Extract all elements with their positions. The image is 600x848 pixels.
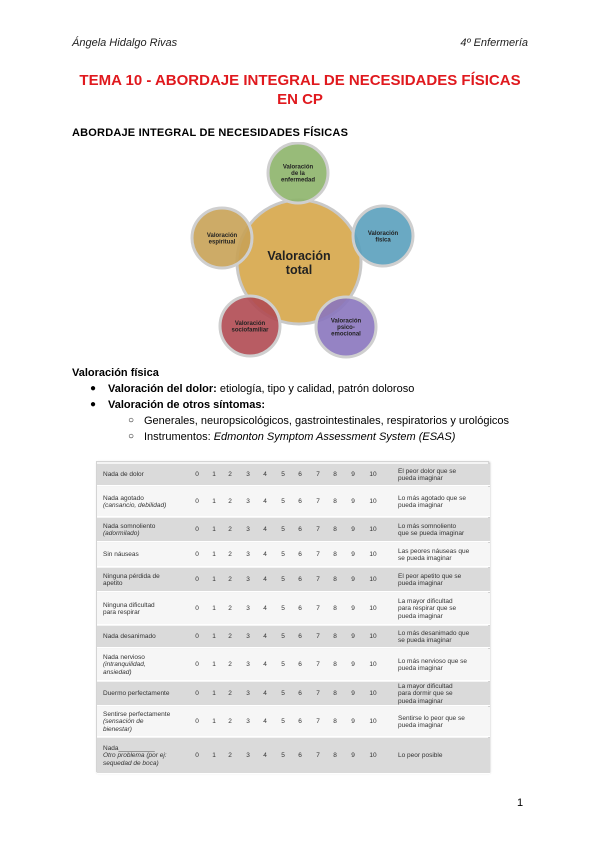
bullet-dot: ●: [90, 383, 97, 394]
esas-right-line: se pueda imaginar: [398, 637, 452, 644]
esas-scale-number: 4: [263, 718, 267, 725]
esas-scale-number: 2: [228, 576, 232, 583]
esas-scale-number: 3: [246, 498, 250, 505]
esas-scale-number: 6: [298, 526, 302, 533]
esas-scale-number: 3: [246, 471, 250, 478]
title-line-1: TEMA 10 - ABORDAJE INTEGRAL DE NECESIDADES FÍSICAS: [79, 72, 521, 89]
esas-row: [97, 568, 490, 592]
esas-scale-number: 1: [212, 690, 216, 697]
esas-right-line: La mayor dificultad: [398, 682, 453, 690]
esas-scale-number: 3: [246, 690, 250, 697]
esas-right-label: [398, 752, 488, 760]
esas-scale-number: 0: [195, 526, 199, 533]
page-title: [60, 71, 540, 109]
esas-right-label: [398, 468, 488, 483]
esas-scale-number: 9: [351, 605, 355, 612]
esas-right-label: [398, 683, 488, 706]
esas-scale-number: 10: [369, 526, 377, 533]
esas-right-line: La mayor dificultad: [398, 597, 453, 605]
esas-scale-number: 6: [298, 718, 302, 725]
esas-scale-number: 7: [316, 661, 320, 668]
esas-right-line: pueda imaginar: [398, 722, 443, 729]
esas-right-label: [398, 715, 488, 730]
esas-scale-number: 5: [281, 690, 285, 697]
esas-left-line-italic: (sensación de: [103, 718, 144, 726]
esas-scale-number: 6: [298, 752, 302, 759]
esas-scale-number: 3: [246, 633, 250, 640]
esas-right-line: Sentirse lo peor que se: [398, 714, 465, 722]
esas-right-line: pueda imaginar: [398, 665, 443, 672]
esas-scale-number: 9: [351, 690, 355, 697]
esas-left-line: Nada agotado: [103, 494, 144, 502]
esas-scale-number: 9: [351, 718, 355, 725]
esas-scale-number: 0: [195, 605, 199, 612]
esas-left-line: Nada de dolor: [103, 471, 144, 479]
esas-scale-number: 2: [228, 605, 232, 612]
esas-scale-number: 8: [333, 471, 337, 478]
esas-left-line-italic: ansiedad): [103, 668, 132, 676]
esas-left-label: [103, 523, 189, 538]
esas-scale-number: 3: [246, 576, 250, 583]
esas-left-label: [103, 573, 189, 588]
instruments-label: Instrumentos:: [144, 431, 214, 443]
esas-right-label: [398, 658, 488, 673]
esas-scale-number: 7: [316, 690, 320, 697]
esas-scale-number: 0: [195, 551, 199, 558]
esas-scale-number: 1: [212, 576, 216, 583]
esas-scale-number: 2: [228, 551, 232, 558]
esas-scale-number: 6: [298, 661, 302, 668]
general-text: Generales, neuropsicológicos, gastrointestinales, respiratorios y urológicos: [144, 415, 510, 427]
esas-scale-number: 3: [246, 718, 250, 725]
node-label-line: Valoración: [206, 232, 238, 239]
esas-scale-number: 8: [333, 718, 337, 725]
esas-left-line: para respirar: [103, 609, 140, 616]
esas-row: [97, 738, 490, 774]
esas-scale-number: 8: [333, 661, 337, 668]
center-label-line: total: [285, 263, 313, 277]
esas-table: [96, 461, 489, 772]
esas-right-line: para respirar que se: [398, 605, 457, 613]
esas-scale-number: 5: [281, 576, 285, 583]
esas-scale-number: 3: [246, 605, 250, 612]
esas-left-line-italic: sequedad de boca): [103, 759, 159, 767]
pain-text: etiología, tipo y calidad, patrón doloroso: [216, 383, 415, 395]
esas-scale-number: 0: [195, 752, 199, 759]
esas-scale-number: 8: [333, 551, 337, 558]
page-number: 1: [517, 797, 524, 809]
esas-left-label: [103, 495, 189, 510]
esas-scale-number: 10: [369, 605, 377, 612]
esas-scale-number: 10: [369, 576, 377, 583]
esas-right-label: [398, 495, 488, 510]
esas-right-line: El peor apetito que se: [398, 572, 462, 580]
esas-left-line: Nada desanimado: [103, 633, 156, 641]
esas-scale-number: 4: [263, 633, 267, 640]
esas-right-line: Las peores náuseas que: [398, 547, 470, 555]
esas-scale-number: 0: [195, 718, 199, 725]
esas-scale-number: 8: [333, 690, 337, 697]
esas-scale-number: 9: [351, 551, 355, 558]
esas-scale-number: 10: [369, 718, 377, 725]
esas-row: [97, 649, 490, 681]
esas-left-line-italic: Otro problema (por ej:: [103, 752, 167, 760]
esas-right-line: pueda imaginar: [398, 502, 443, 509]
esas-right-line: Lo más desanimado que: [398, 629, 470, 637]
esas-scale-number: 8: [333, 752, 337, 759]
bullet-general: [72, 413, 542, 429]
esas-left-line: Sentirse perfectamente: [103, 710, 171, 718]
esas-row: [97, 464, 490, 486]
esas-left-label: [103, 602, 189, 617]
esas-right-line: para dormir que se: [398, 690, 453, 698]
esas-scale-number: 1: [212, 551, 216, 558]
other-label: Valoración de otros síntomas:: [108, 399, 266, 411]
esas-scale-number: 8: [333, 576, 337, 583]
esas-left-line: Nada nervioso: [103, 653, 145, 661]
esas-scale-number: 7: [316, 471, 320, 478]
esas-right-label: [398, 630, 488, 645]
esas-scale-number: 5: [281, 526, 285, 533]
esas-right-line: Lo más somnoliento: [398, 522, 457, 530]
esas-scale-number: 4: [263, 526, 267, 533]
esas-left-label: [103, 690, 189, 698]
esas-scale-number: 4: [263, 471, 267, 478]
esas-right-label: [398, 598, 488, 621]
esas-scale-number: 5: [281, 633, 285, 640]
esas-right-line: que se pueda imaginar: [398, 530, 465, 537]
esas-right-label: [398, 548, 488, 563]
title-line-2: EN CP: [277, 91, 323, 108]
esas-left-line: Duermo perfectamente: [103, 690, 170, 698]
esas-left-line: apetito: [103, 580, 123, 587]
esas-left-line-italic: (cansancio, debilidad): [103, 502, 167, 509]
esas-scale-number: 7: [316, 605, 320, 612]
header-course: 4º Enfermería: [460, 37, 528, 49]
esas-left-label: [103, 654, 189, 677]
node-label-line: de la: [291, 171, 305, 177]
esas-scale-number: 2: [228, 471, 232, 478]
esas-scale-number: 9: [351, 752, 355, 759]
esas-scale-number: 1: [212, 752, 216, 759]
esas-scale-number: 3: [246, 752, 250, 759]
esas-scale-number: 2: [228, 633, 232, 640]
esas-scale-number: 4: [263, 605, 267, 612]
esas-left-line-italic: bienestar): [103, 725, 132, 733]
esas-scale-number: 1: [212, 471, 216, 478]
esas-scale-number: 5: [281, 471, 285, 478]
node-label-line: Valoración: [234, 320, 266, 327]
esas-scale-number: 0: [195, 576, 199, 583]
bullet-pain: [72, 381, 542, 397]
esas-scale-number: 8: [333, 633, 337, 640]
esas-scale-number: 7: [316, 633, 320, 640]
esas-row: [97, 682, 490, 706]
esas-scale-number: 0: [195, 661, 199, 668]
bullet-instruments: [72, 429, 542, 445]
esas-scale-number: 4: [263, 690, 267, 697]
esas-scale-number: 6: [298, 498, 302, 505]
esas-right-label: [398, 573, 488, 588]
node-label-line: emocional: [331, 331, 361, 338]
pain-label: Valoración del dolor:: [108, 383, 217, 395]
esas-scale-number: 1: [212, 633, 216, 640]
esas-right-line: se pueda imaginar: [398, 555, 452, 562]
esas-scale-number: 5: [281, 661, 285, 668]
assessment-diagram-svg: [180, 142, 420, 364]
esas-scale-number: 9: [351, 526, 355, 533]
bullet-circle: ○: [128, 415, 135, 426]
esas-scale-number: 10: [369, 690, 377, 697]
esas-scale-number: 1: [212, 605, 216, 612]
esas-scale-number: 2: [228, 526, 232, 533]
esas-scale-number: 6: [298, 690, 302, 697]
esas-scale-number: 0: [195, 633, 199, 640]
esas-right-line: pueda imaginar: [398, 580, 443, 587]
node-label-spiritual: [207, 233, 238, 246]
esas-left-label: [103, 745, 189, 768]
esas-row: [97, 543, 490, 567]
instruments-value: Edmonton Symptom Assessment System (ESAS): [213, 431, 456, 443]
esas-scale-number: 6: [298, 471, 302, 478]
center-label-line: Valoración: [267, 249, 331, 263]
esas-scale-number: 4: [263, 576, 267, 583]
esas-scale-number: 9: [351, 633, 355, 640]
esas-scale-number: 10: [369, 551, 377, 558]
esas-scale-number: 4: [263, 661, 267, 668]
node-label-line: Valoración: [367, 230, 399, 237]
esas-scale-number: 3: [246, 661, 250, 668]
esas-scale-number: 8: [333, 498, 337, 505]
esas-scale-number: 6: [298, 605, 302, 612]
node-label-line: física: [375, 237, 391, 244]
node-label-line: psico-: [337, 325, 355, 331]
node-label-line: sociofamiliar: [231, 327, 269, 334]
esas-left-line: Ninguna pérdida de: [103, 572, 160, 580]
esas-scale-number: 2: [228, 718, 232, 725]
esas-scale-number: 2: [228, 498, 232, 505]
esas-scale-number: 4: [263, 498, 267, 505]
esas-scale-number: 7: [316, 551, 320, 558]
esas-scale-number: 5: [281, 605, 285, 612]
node-label-line: Valoración: [282, 164, 314, 171]
bullet-list: [72, 381, 542, 445]
bullet-other-symptoms: [72, 397, 542, 413]
esas-scale-number: 10: [369, 752, 377, 759]
esas-right-line: pueda imaginar: [398, 612, 443, 620]
esas-scale-number: 5: [281, 718, 285, 725]
esas-scale-number: 9: [351, 661, 355, 668]
esas-left-line-italic: (adormilado): [103, 530, 140, 537]
esas-left-line: Nada somnoliento: [103, 522, 156, 530]
esas-left-label: [103, 551, 189, 559]
esas-scale-number: 8: [333, 605, 337, 612]
esas-left-label: [103, 711, 189, 734]
esas-row: [97, 707, 490, 737]
esas-scale-number: 0: [195, 690, 199, 697]
esas-row: [97, 593, 490, 625]
esas-left-line-italic: (intranquilidad,: [103, 661, 146, 669]
esas-scale-number: 4: [263, 551, 267, 558]
esas-scale-number: 1: [212, 526, 216, 533]
esas-scale-number: 2: [228, 690, 232, 697]
esas-scale-number: 5: [281, 551, 285, 558]
esas-row: [97, 626, 490, 648]
esas-scale-number: 7: [316, 718, 320, 725]
esas-scale-number: 3: [246, 526, 250, 533]
esas-left-label: [103, 633, 189, 641]
esas-right-line: pueda imaginar: [398, 475, 443, 482]
esas-scale-number: 2: [228, 661, 232, 668]
node-label-line: enfermedad: [280, 177, 316, 184]
esas-scale-number: 7: [316, 752, 320, 759]
esas-right-line: Lo peor posible: [398, 752, 443, 760]
esas-scale-number: 5: [281, 498, 285, 505]
section-heading: ABORDAJE INTEGRAL DE NECESIDADES FÍSICAS: [72, 127, 349, 139]
esas-scale-number: 10: [369, 498, 377, 505]
bullet-dot: ●: [90, 399, 97, 410]
node-label-line: espiritual: [208, 239, 236, 246]
esas-scale-number: 7: [316, 498, 320, 505]
esas-scale-number: 6: [298, 576, 302, 583]
esas-scale-number: 5: [281, 752, 285, 759]
esas-scale-number: 4: [263, 752, 267, 759]
esas-left-line: Sin náuseas: [103, 551, 139, 559]
esas-scale-number: 6: [298, 551, 302, 558]
esas-scale-number: 9: [351, 471, 355, 478]
esas-right-label: [398, 523, 488, 538]
header-author: Ángela Hidalgo Rivas: [72, 37, 178, 49]
esas-scale-number: 10: [369, 471, 377, 478]
esas-right-line: Lo más agotado que se: [398, 494, 466, 502]
node-label-sociofamily: [231, 321, 269, 334]
esas-scale-number: 3: [246, 551, 250, 558]
esas-row: [97, 518, 490, 542]
esas-scale-number: 1: [212, 498, 216, 505]
esas-left-label: [103, 471, 189, 479]
esas-scale-number: 10: [369, 633, 377, 640]
esas-scale-number: 9: [351, 498, 355, 505]
esas-scale-number: 9: [351, 576, 355, 583]
esas-scale-number: 0: [195, 498, 199, 505]
node-label-line: Valoración: [330, 318, 362, 325]
esas-right-line: pueda imaginar: [398, 697, 443, 705]
esas-scale-number: 7: [316, 526, 320, 533]
esas-left-line: Nada__________: [103, 744, 155, 752]
assessment-diagram: [180, 142, 420, 364]
esas-scale-number: 8: [333, 526, 337, 533]
esas-right-line: El peor dolor que se: [398, 467, 457, 475]
esas-scale-number: 0: [195, 471, 199, 478]
esas-left-line: Ninguna dificultad: [103, 601, 155, 609]
sub-heading: Valoración física: [72, 367, 159, 379]
esas-row: [97, 487, 490, 517]
esas-scale-number: 6: [298, 633, 302, 640]
esas-scale-number: 7: [316, 576, 320, 583]
esas-right-line: Lo más nervioso que se: [398, 657, 468, 665]
esas-scale-number: 1: [212, 718, 216, 725]
bullet-circle: ○: [128, 431, 135, 442]
esas-scale-number: 1: [212, 661, 216, 668]
esas-scale-number: 2: [228, 752, 232, 759]
esas-scale-number: 10: [369, 661, 377, 668]
